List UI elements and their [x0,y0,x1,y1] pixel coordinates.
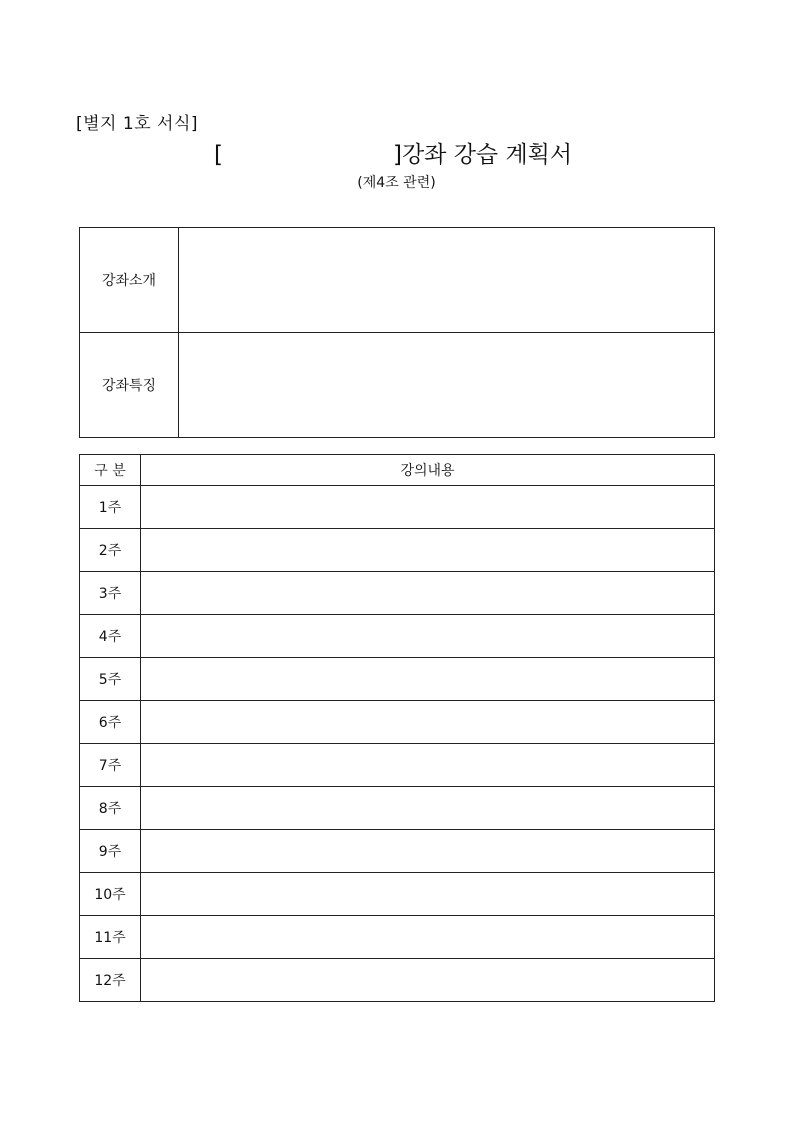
week-label: 9주 [80,830,141,873]
table-row [80,873,715,916]
title-text: ]강좌 강습 계획서 [392,142,573,168]
feature-label: 강좌특징 [80,333,179,438]
header-division: 구 분 [80,455,141,486]
week-label: 7주 [80,744,141,787]
feature-row [80,333,715,438]
table-row [80,744,715,787]
table-header-row [80,455,715,486]
intro-row [80,228,715,333]
weekly-plan-table [79,454,715,1002]
course-introduction-field[interactable] [179,228,715,333]
table-row [80,615,715,658]
lecture-content-cell[interactable] [141,701,715,744]
lecture-content-cell[interactable] [141,744,715,787]
table-row [80,959,715,1002]
lecture-content-cell[interactable] [141,572,715,615]
week-label: 6주 [80,701,141,744]
table-row [80,701,715,744]
lecture-content-cell[interactable] [141,830,715,873]
week-label: 12주 [80,959,141,1002]
week-label: 1주 [80,486,141,529]
lecture-content-cell[interactable] [141,959,715,1002]
course-intro-table [79,227,715,438]
table-row [80,486,715,529]
week-label: 10주 [80,873,141,916]
week-label: 4주 [80,615,141,658]
week-label: 2주 [80,529,141,572]
header-lecture-content: 강의내용 [141,455,715,486]
lecture-content-cell[interactable] [141,873,715,916]
document-title [214,136,572,169]
table-row [80,658,715,701]
week-label: 3주 [80,572,141,615]
lecture-content-cell[interactable] [141,916,715,959]
table-row [80,830,715,873]
lecture-content-cell[interactable] [141,615,715,658]
table-row [80,529,715,572]
course-feature-field[interactable] [179,333,715,438]
lecture-content-cell[interactable] [141,529,715,572]
lecture-content-cell[interactable] [141,787,715,830]
lecture-content-cell[interactable] [141,486,715,529]
week-label: 11주 [80,916,141,959]
table-row [80,916,715,959]
lecture-content-cell[interactable] [141,658,715,701]
intro-label: 강좌소개 [80,228,179,333]
week-label: 8주 [80,787,141,830]
subtitle: (제4조 관련) [357,175,436,191]
title-open-bracket: [ [214,142,223,168]
form-number-label: [별지 1호 서식] [76,114,198,134]
table-row [80,572,715,615]
table-row [80,787,715,830]
week-label: 5주 [80,658,141,701]
